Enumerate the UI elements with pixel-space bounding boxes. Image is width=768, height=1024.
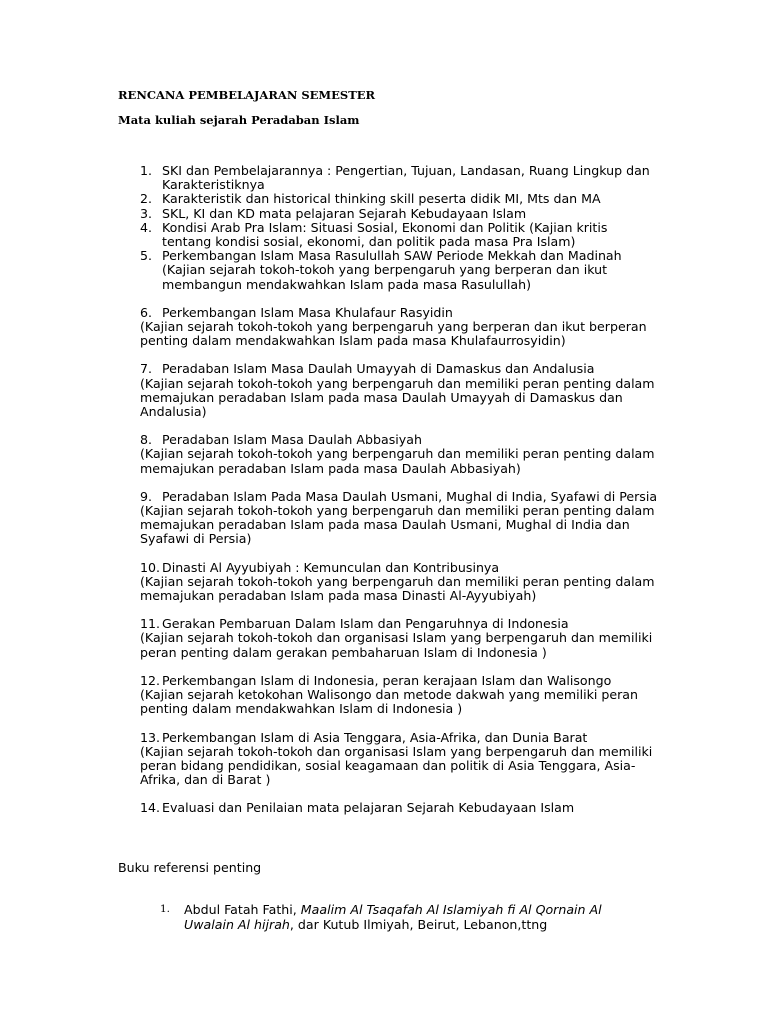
item-text: Peradaban Islam Masa Daulah Umayyah di Damaskus dan Andalusia [162,361,595,377]
item-number: 11. [140,616,161,632]
item-text: Karakteristik dan historical thinking skill peserta didik MI, Mts dan MA [162,191,601,207]
topic-block [140,801,660,815]
item-number: 2. [140,191,153,207]
list-item [140,433,660,447]
item-text: Perkembangan Islam di Indonesia, peran kerajaan Islam dan Walisongo [162,672,612,688]
topic-block [140,490,660,547]
topic-block [140,433,660,476]
list-item [140,561,660,575]
topic-list [140,164,660,816]
item-number: 5. [140,248,153,264]
item-number: 9. [140,488,153,504]
item-number: 10. [140,559,161,575]
document-title: RENCANA PEMBELAJARAN SEMESTER [118,88,376,102]
item-description: (Kajian sejarah tokoh-tokoh yang berpengaruh dan memiliki peran penting dalam memajukan peradaban Islam pada masa Daulah Usmani, Mughal di India dan Syafawi di Persia) [140,503,655,547]
item-description: (Kajian sejarah tokoh-tokoh yang berpengaruh dan memiliki peran penting dalam memajukan peradaban Islam pada masa Dinasti Al-Ayyubiyah) [140,573,655,604]
topic-block [140,617,660,660]
item-number: 1. [160,903,171,915]
reference-author: Abdul Fatah Fathi, [184,902,301,917]
topic-block [140,561,660,604]
list-item [140,192,660,206]
list-item [140,164,660,192]
list-item [140,249,660,292]
item-number: 4. [140,219,153,235]
item-text: SKL, KI dan KD mata pelajaran Sejarah Kebudayaan Islam [162,205,527,221]
item-number: 12. [140,672,161,688]
list-item [140,617,660,631]
topic-block [140,362,660,419]
item-number: 1. [140,163,153,178]
item-description: (Kajian sejarah tokoh-tokoh yang berpengaruh yang berperan dan ikut berperan penting dalam mendakwahkan Islam pada masa Khulafaurrosyidin) [140,319,647,349]
reference-list [160,902,640,932]
item-text: Dinasti Al Ayyubiyah : Kemunculan dan Kontribusinya [162,559,500,575]
item-number: 7. [140,361,153,377]
item-description: (Kajian sejarah tokoh-tokoh dan organisasi Islam yang berpengaruh dan memiliki peran bidang pendidikan, sosial keagamaan dan politik di Asia Tenggara, Asia-Afrika, dan di Barat ) [140,743,653,788]
item-description: (Kajian sejarah ketokohan Walisongo dan metode dakwah yang memiliki peran penting dalam mendakwahkan Islam di Indonesia ) [140,687,639,717]
item-text: Perkembangan Islam Masa Khulafaur Rasyidin [162,304,453,320]
list-item [140,674,660,688]
list-item [160,902,640,932]
list-item [140,362,660,376]
item-text: SKI dan Pembelajarannya : Pengertian, Tujuan, Landasan, Ruang Lingkup dan Karakteristiknya [162,163,650,193]
reference-publisher: , dar Kutub Ilmiyah, Beirut, Lebanon,ttng [289,917,548,932]
item-text: Peradaban Islam Pada Masa Daulah Usmani, Mughal di India, Syafawi di Persia [162,488,658,504]
item-text: Peradaban Islam Masa Daulah Abbasiyah [162,432,422,448]
item-text: Evaluasi dan Penilaian mata pelajaran Sejarah Kebudayaan Islam [162,800,575,816]
item-number: 6. [140,304,153,320]
item-number: 3. [140,205,153,221]
item-number: 13. [140,729,161,745]
topic-block [140,306,660,349]
reference-text [184,902,640,932]
item-description: (Kajian sejarah tokoh-tokoh yang berpengaruh dan memiliki peran penting dalam memajukan peradaban Islam pada masa Daulah Umayyah di Damaskus dan Andalusia) [140,375,655,420]
references-heading: Buku referensi penting [118,860,262,875]
item-number: 8. [140,432,153,448]
item-text: Gerakan Pembaruan Dalam Islam dan Pengaruhnya di Indonesia [162,616,569,632]
reference-title: Maalim Al Tsaqafah Al Islamiyah fi Al Qornain Al Uwalain Al hijrah [184,902,602,932]
document-subtitle: Mata kuliah sejarah Peradaban Islam [118,113,360,127]
list-item [140,801,660,815]
item-description: (Kajian sejarah tokoh-tokoh yang berpengaruh dan memiliki peran penting dalam memajukan peradaban Islam pada masa Daulah Abbasiyah) [140,446,655,476]
item-description: (Kajian sejarah tokoh-tokoh dan organisasi Islam yang berpengaruh dan memiliki peran penting dalam gerakan pembaharuan Islam di Indonesia ) [140,630,653,660]
topic-block [140,731,660,788]
item-text: Perkembangan Islam Masa Rasulullah SAW Periode Mekkah dan Madinah (Kajian sejarah tokoh-tokoh yang berpengaruh yang berperan dan ikut membangun mendakwahkan Islam pada masa Rasulullah) [162,248,622,292]
item-text: Kondisi Arab Pra Islam: Situasi Sosial, Ekonomi dan Politik (Kajian kritis tentang kondisi sosial, ekonomi, dan politik pada masa Pra Islam) [162,219,608,250]
list-item [140,221,660,249]
list-item [140,207,660,221]
list-item [140,490,660,504]
item-text: Perkembangan Islam di Asia Tenggara, Asia-Afrika, dan Dunia Barat [162,729,588,745]
list-item [140,731,660,745]
item-number: 14. [140,800,161,816]
topic-block [140,674,660,717]
list-item [140,306,660,320]
